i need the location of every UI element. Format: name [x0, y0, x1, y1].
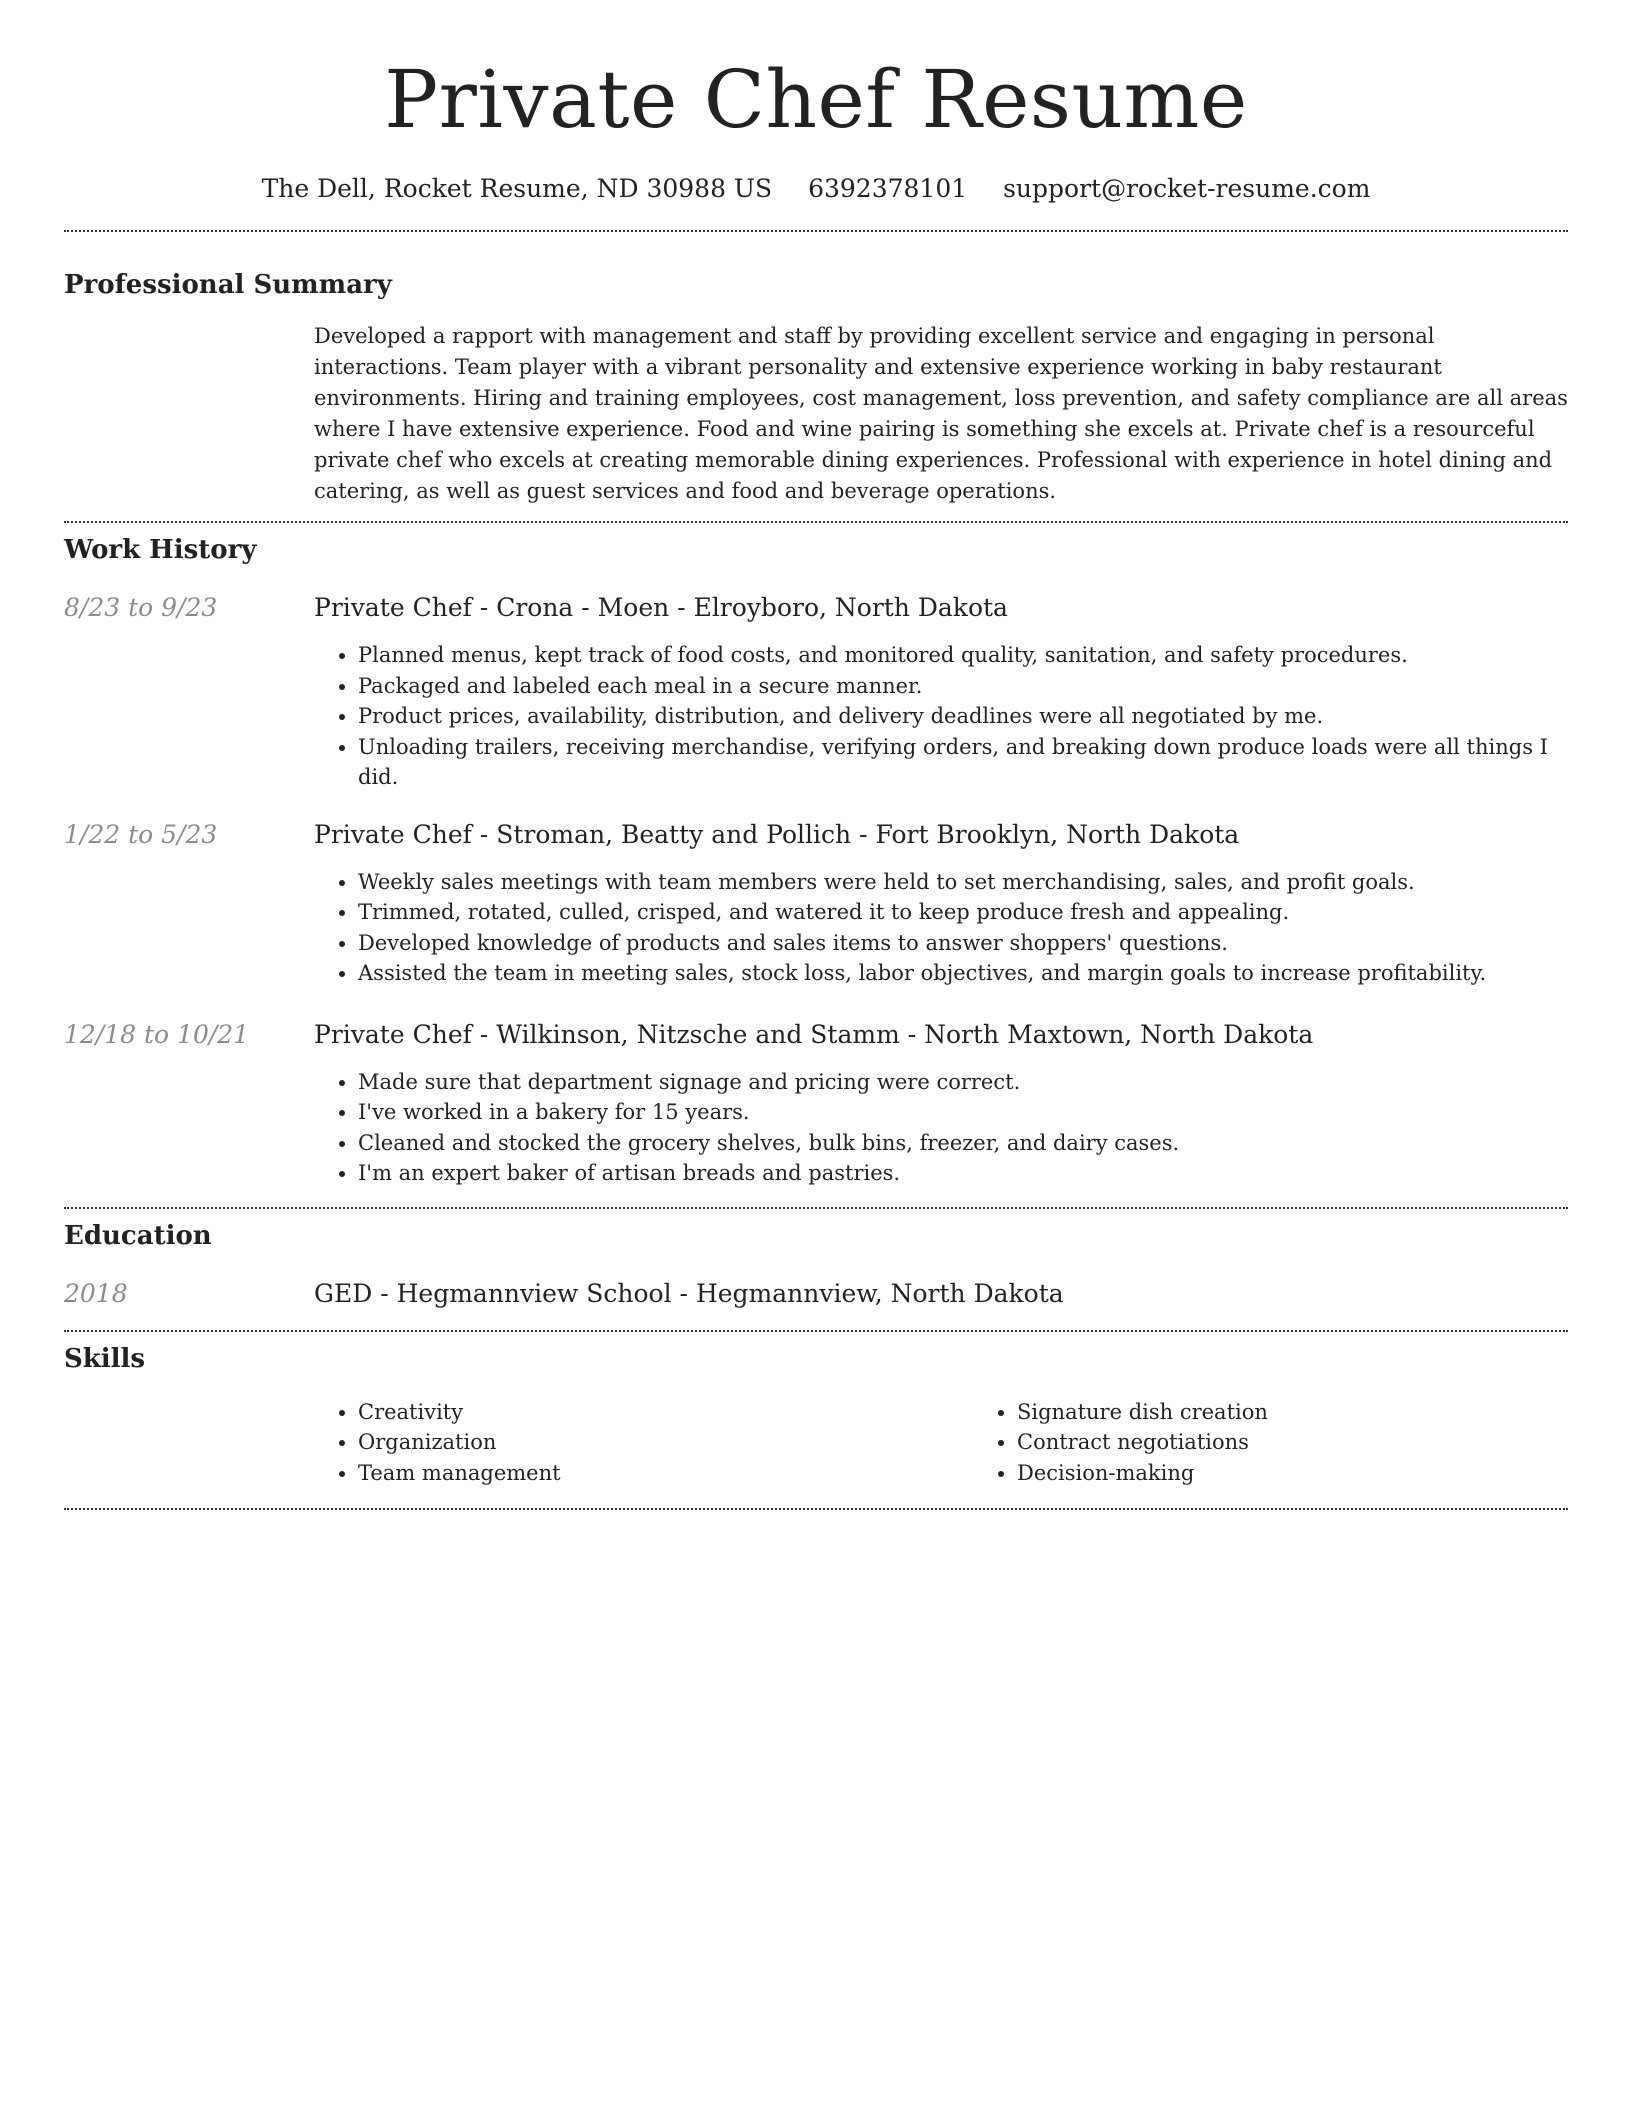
list-item: • Assisted the team in meeting sales, stock loss, labor objectives, and margin goals to increase profitability. [358, 958, 1568, 989]
divider [64, 1207, 1568, 1209]
education-section [64, 1220, 1568, 1310]
section-title-summary: Professional Summary [64, 270, 392, 300]
list-item: • Decision-making [1017, 1458, 1632, 1489]
section-title-education: Education [64, 1220, 212, 1251]
list-item: • Made sure that department signage and pricing were correct. [358, 1067, 1568, 1098]
resume-page [64, 0, 1568, 1510]
skills-column [314, 1397, 973, 1489]
resume-header [64, 0, 1568, 204]
list-item: • Packaged and labeled each meal in a secure manner. [358, 671, 1568, 702]
list-item: • Creativity [358, 1397, 973, 1428]
list-item: • I've worked in a bakery for 15 years. [358, 1097, 1568, 1128]
list-item: • Organization [358, 1427, 973, 1458]
list-item: • I'm an expert baker of artisan breads and pastries. [358, 1158, 1568, 1189]
skills-left-spacer [64, 1397, 314, 1489]
job-dates: 8/23 to 9/23 [64, 593, 218, 622]
divider [64, 521, 1568, 523]
list-item: • Developed knowledge of products and sales items to answer shoppers' questions. [358, 928, 1568, 959]
list-item: • Cleaned and stocked the grocery shelves, bulk bins, freezer, and dairy cases. [358, 1128, 1568, 1159]
summary-text: Developed a rapport with management and staff by providing excellent service and engaging in personal interactions. Team player with a vibrant personality and extensive experience working in baby restaurant environments. Hiring and training employees, cost management, loss prevention, and safety compliance are all areas where I have extensive experience. Food and wine pairing is something she excels at. Private chef is a resourceful private chef who excels at creating memorable dining experiences. Professional with experience in hotel dining and catering, as well as guest services and food and beverage operations. [314, 324, 1568, 503]
skills-grid [314, 1397, 1568, 1489]
job-entry [64, 592, 1568, 793]
contact-email: support@rocket-resume.com [1003, 174, 1371, 203]
section-title-skills: Skills [64, 1343, 146, 1374]
divider [64, 1330, 1568, 1332]
work-section [64, 534, 1568, 1189]
job-heading: Private Chef - Stroman, Beatty and Pollich - Fort Brooklyn, North Dakota [314, 819, 1240, 849]
job-bullets [314, 640, 1568, 793]
contact-phone: 6392378101 [808, 174, 968, 203]
skills-section [64, 1343, 1568, 1489]
summary-left-spacer [64, 321, 314, 507]
contact-address: The Dell, Rocket Resume, ND 30988 US [261, 174, 773, 203]
divider [64, 230, 1568, 232]
job-bullets [314, 867, 1568, 989]
job-heading: Private Chef - Crona - Moen - Elroyboro, North Dakota [314, 593, 1008, 622]
job-heading: Private Chef - Wilkinson, Nitzsche and Stamm - North Maxtown, North Dakota [314, 1019, 1314, 1049]
skills-column [973, 1397, 1632, 1489]
list-item: • Planned menus, kept track of food costs, and monitored quality, sanitation, and safety procedures. [358, 640, 1568, 671]
contact-line [64, 174, 1568, 204]
divider [64, 1508, 1568, 1510]
summary-section [64, 269, 1568, 507]
job-entry [64, 819, 1568, 989]
list-item: • Unloading trailers, receiving merchandise, verifying orders, and breaking down produce loads were all things I did. [358, 732, 1568, 793]
list-item: • Team management [358, 1458, 973, 1489]
job-bullets [314, 1067, 1568, 1189]
section-title-work: Work History [64, 535, 257, 565]
job-entry [64, 1019, 1568, 1189]
job-dates: 12/18 to 10/21 [64, 1019, 250, 1049]
resume-title: Private Chef Resume [384, 53, 1248, 146]
list-item: • Signature dish creation [1017, 1397, 1632, 1428]
list-item: • Contract negotiations [1017, 1427, 1632, 1458]
list-item: • Weekly sales meetings with team members were held to set merchandising, sales, and profit goals. [358, 867, 1568, 898]
education-entry [64, 1278, 1568, 1310]
job-dates: 1/22 to 5/23 [64, 819, 218, 849]
education-year: 2018 [64, 1278, 128, 1308]
education-heading: GED - Hegmannview School - Hegmannview, North Dakota [314, 1278, 1064, 1308]
list-item: • Trimmed, rotated, culled, crisped, and watered it to keep produce fresh and appealing. [358, 897, 1568, 928]
list-item: • Product prices, availability, distribution, and delivery deadlines were all negotiated by me. [358, 701, 1568, 732]
